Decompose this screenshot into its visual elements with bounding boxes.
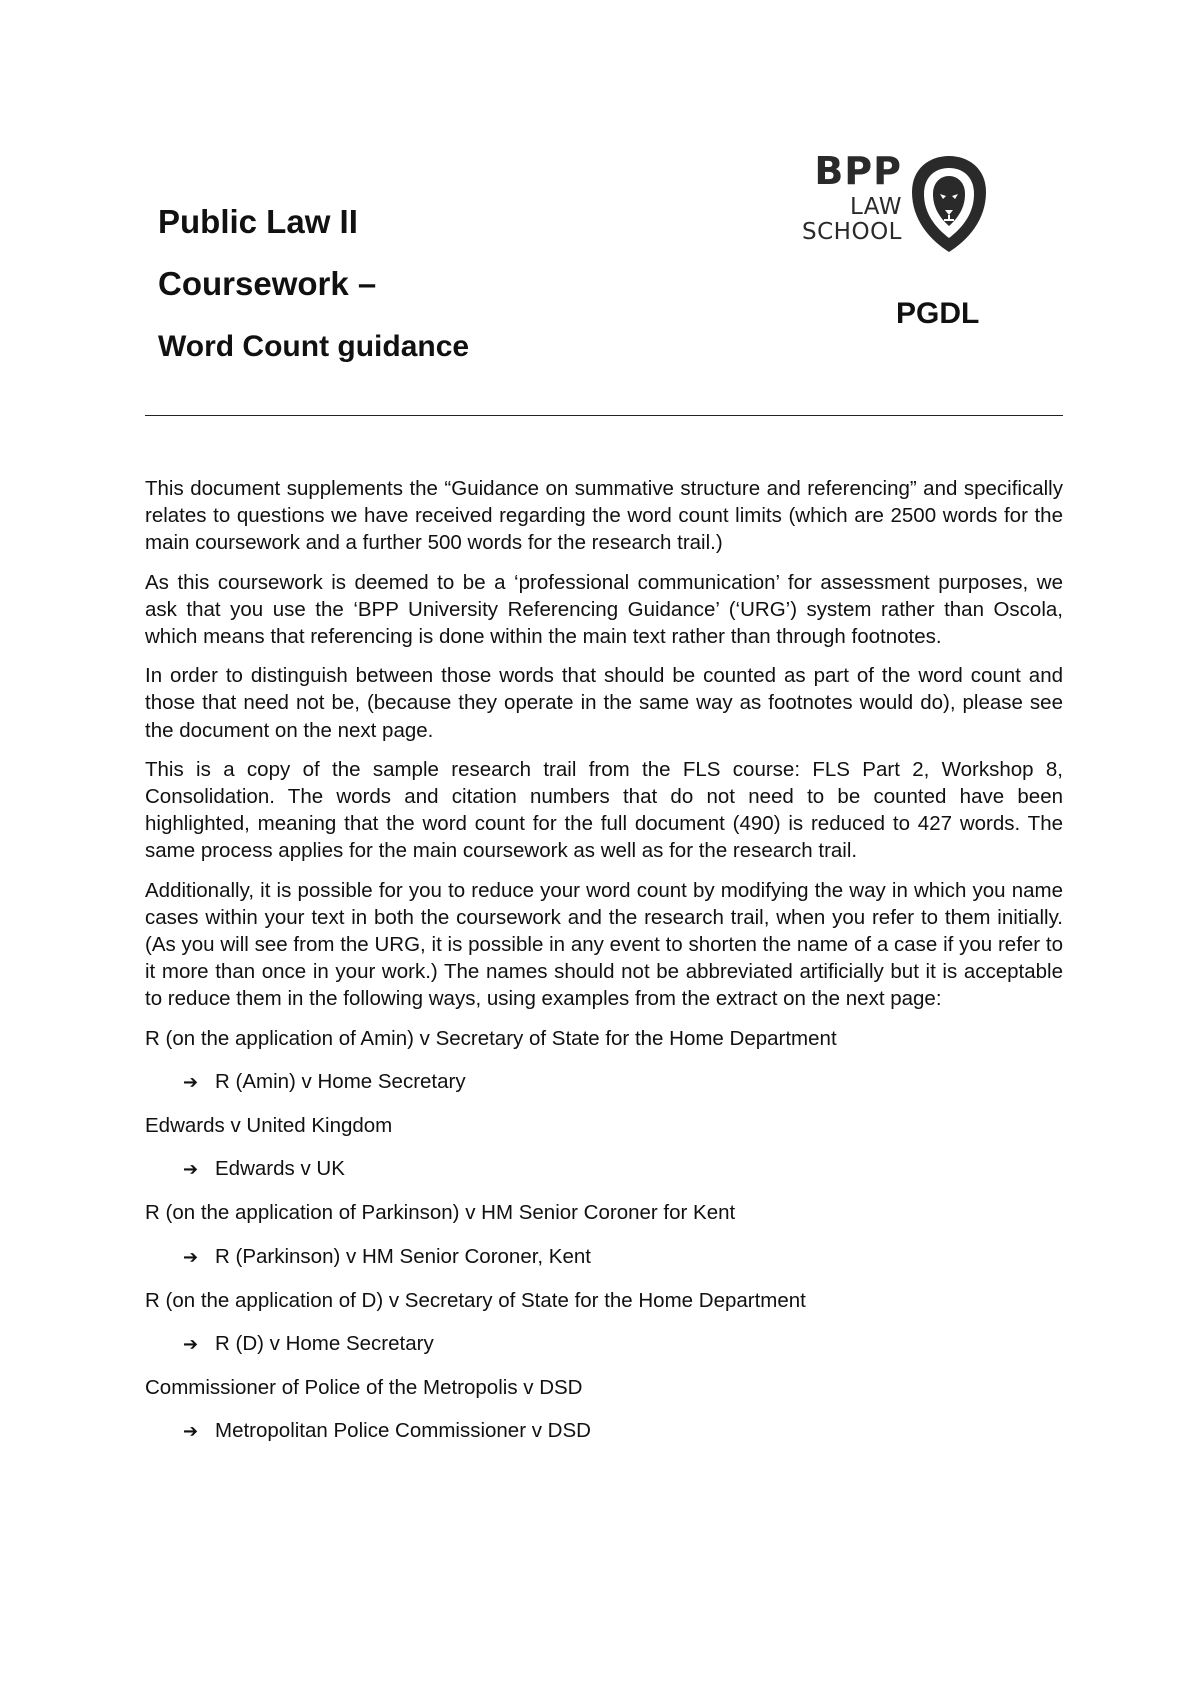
paragraph-referencing: As this coursework is deemed to be a ‘professional communication’ for assessment purposes, we ask that you use the ‘BPP University Referencing Guidance’ (‘URG’) system rather than Oscola, which means that referencing is done within the main text rather than through footnotes. bbox=[145, 570, 1063, 649]
paragraph-intro: This document supplements the “Guidance on summative structure and referencing” and specifically relates to questions we have received regarding the word count limits (which are 2500 words for the main coursework and a further 500 words for the research trail.) bbox=[145, 477, 1063, 555]
header-divider bbox=[145, 415, 1063, 416]
logo-law: LAW bbox=[849, 194, 902, 220]
bpp-law-school-logo bbox=[786, 149, 988, 262]
case-name-list bbox=[145, 1025, 1063, 1446]
case-short-name: R (Amin) v Home Secretary bbox=[215, 1069, 466, 1093]
case-short-name-row bbox=[145, 1417, 1063, 1445]
arrow-right-icon: ➔ bbox=[183, 1334, 199, 1356]
case-full-name: Edwards v United Kingdom bbox=[145, 1114, 393, 1138]
case-short-name: R (D) v Home Secretary bbox=[215, 1332, 434, 1356]
paragraph-sample-trail: This is a copy of the sample research trail from the FLS course: FLS Part 2, Workshop 8, Consolidation. The words and citation numbers that do not need to be counted have been highlighted, meaning that the word count for the full document (490) is reduced to 427 words. The same process applies for the main coursework as well as for the research trail. bbox=[145, 757, 1063, 863]
paragraph-distinguish: In order to distinguish between those words that should be counted as part of the word count and those that need not be, (because they operate in the same way as footnotes would do), please see the document on the next page. bbox=[145, 664, 1063, 742]
title-line-course: Public Law II bbox=[158, 203, 358, 240]
arrow-right-icon: ➔ bbox=[183, 1246, 199, 1268]
case-short-name-row bbox=[145, 1155, 1063, 1183]
arrow-right-icon: ➔ bbox=[183, 1071, 199, 1093]
title-line-coursework: Coursework – bbox=[158, 265, 377, 302]
logo-brand: BPP bbox=[814, 149, 902, 193]
case-short-name-row bbox=[145, 1330, 1063, 1358]
logo-wordmark bbox=[802, 149, 902, 245]
case-full-name: R (on the application of D) v Secretary of State for the Home Department bbox=[145, 1288, 806, 1312]
case-short-name: Edwards v UK bbox=[215, 1157, 345, 1181]
case-short-name: R (Parkinson) v HM Senior Coroner, Kent bbox=[215, 1244, 591, 1268]
case-full-name: Commissioner of Police of the Metropolis v DSD bbox=[145, 1376, 583, 1400]
logo-school: SCHOOL bbox=[802, 219, 902, 245]
arrow-right-icon: ➔ bbox=[183, 1159, 199, 1181]
programme-label: PGDL bbox=[896, 297, 980, 330]
arrow-right-icon: ➔ bbox=[183, 1421, 199, 1443]
paragraph-case-names: Additionally, it is possible for you to reduce your word count by modifying the way in which you name cases within your text in both the coursework and the research trail, when you refer to them initially. (As you will see from the URG, it is possible in any event to shorten the name of a case if you refer to it more than once in your work.) The names should not be abbreviated artificially but it is acceptable to reduce them in the following ways, using examples from the extract on the next page: bbox=[145, 878, 1063, 1011]
title-line-subject: Word Count guidance bbox=[158, 330, 470, 363]
case-full-name: R (on the application of Amin) v Secretary of State for the Home Department bbox=[145, 1026, 837, 1050]
lion-head-icon bbox=[910, 154, 988, 254]
case-short-name-row bbox=[145, 1243, 1063, 1271]
case-short-name-row bbox=[145, 1068, 1063, 1096]
document-body bbox=[145, 475, 1063, 1462]
case-full-name: R (on the application of Parkinson) v HM Senior Coroner for Kent bbox=[145, 1201, 736, 1225]
case-short-name: Metropolitan Police Commissioner v DSD bbox=[215, 1419, 591, 1443]
